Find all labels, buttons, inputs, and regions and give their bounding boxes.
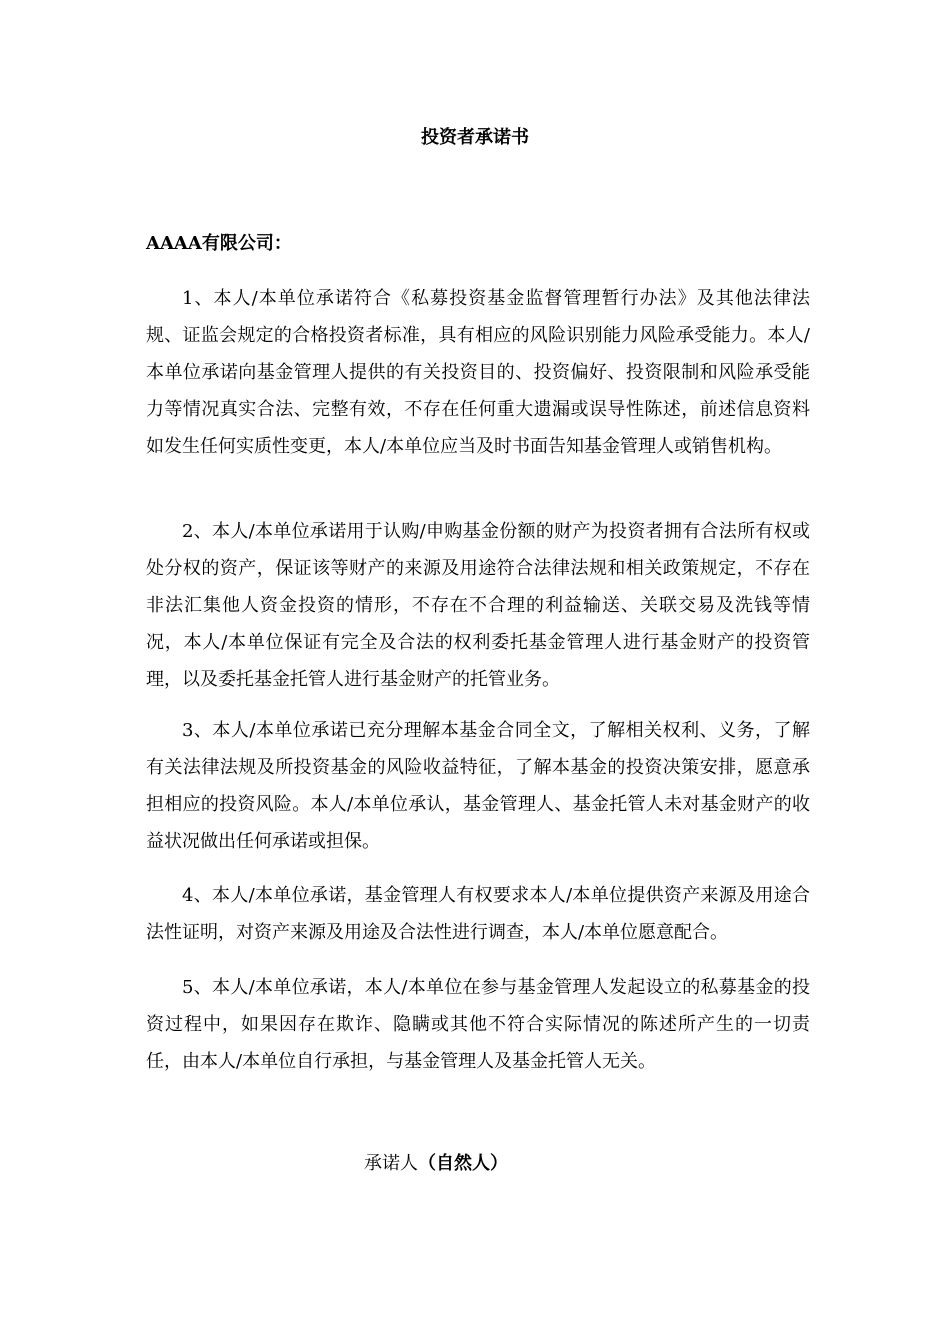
paragraph-3: 3、本人/本单位承诺已充分理解本基金合同全文，了解相关权利、义务，了解有关法律法规及所投资基金的风险收益特征，了解本基金的投资决策安排，愿意承担相应的投资风险。本人/本单位承认，基金管理人、基金托管人未对基金财产的收益状况做出任何承诺或担保。 (146, 720, 810, 852)
signer-label: 承诺人 (364, 1153, 418, 1174)
paragraph-1: 1、本人/本单位承诺符合《私募投资基金监督管理暂行办法》及其他法律法规、证监会规定的合格投资者标准，具有相应的风险识别能力风险承受能力。本人/本单位承诺向基金管理人提供的有关投资目的、投资偏好、投资限制和风险承受能力等情况真实合法、完整有效，不存在任何重大遗漏或误导性陈述，前述信息资料如发生任何实质性变更，本人/本单位应当及时书面告知基金管理人或销售机构。 (146, 288, 810, 457)
document-title: 投资者承诺书 (421, 127, 529, 148)
signer-type: （自然人） (418, 1153, 508, 1174)
salutation: AAAA有限公司： (146, 233, 292, 254)
paragraph-2: 2、本人/本单位承诺用于认购/申购基金份额的财产为投资者拥有合法所有权或处分权的资产，保证该等财产的来源及用途符合法律法规和相关政策规定，不存在非法汇集他人资金投资的情形，不存在不合理的利益输送、关联交易及洗钱等情况，本人/本单位保证有完全及合法的权利委托基金管理人进行基金财产的投资管理，以及委托基金托管人进行基金财产的托管业务。 (146, 521, 810, 690)
paragraph-4: 4、本人/本单位承诺，基金管理人有权要求本人/本单位提供资产来源及用途合法性证明，对资产来源及用途及合法性进行调查，本人/本单位愿意配合。 (146, 885, 810, 943)
signer-line (364, 1152, 508, 1176)
paragraph-5: 5、本人/本单位承诺，本人/本单位在参与基金管理人发起设立的私募基金的投资过程中，如果因存在欺诈、隐瞒或其他不符合实际情况的陈述所产生的一切责任，由本人/本单位自行承担，与基金管理人及基金托管人无关。 (146, 977, 810, 1072)
